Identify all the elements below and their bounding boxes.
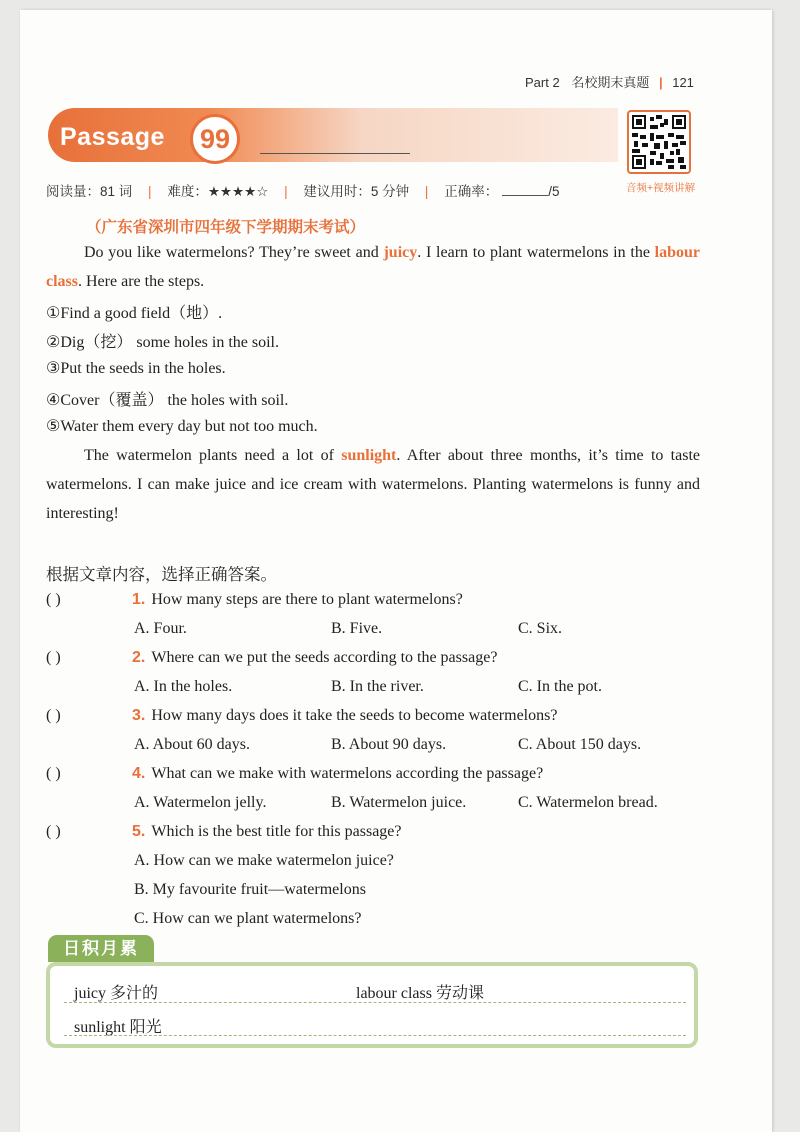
suggested-time: 建议用时：5 分钟 [303, 184, 410, 199]
question-instruction: 根据文章内容，选择正确答案。 [46, 565, 277, 584]
difficulty-stars-icon: ★★★★☆ [207, 184, 269, 199]
book-page [20, 10, 772, 1132]
option-b[interactable]: B. Five. [331, 620, 383, 637]
question-number: 3. [132, 707, 146, 724]
difficulty-label: 难度： [167, 184, 208, 199]
divider: | [284, 184, 288, 199]
option-c[interactable]: C. Watermelon bread. [518, 794, 658, 811]
text-run: . Here are the steps. [78, 273, 205, 290]
question-3 [46, 707, 557, 725]
answer-blank[interactable]: ( ) [46, 649, 61, 666]
option-c[interactable]: C. About 150 days. [518, 736, 642, 753]
answer-blank[interactable]: ( ) [46, 823, 61, 840]
question-number: 4. [132, 765, 146, 782]
qr-code-icon[interactable] [627, 110, 691, 174]
answer-blank[interactable]: ( ) [46, 707, 61, 724]
question-text: Where can we put the seeds according to the passage? [151, 649, 498, 666]
highlight-word: sunlight [341, 447, 397, 464]
question-text: How many steps are there to plant watermelons? [151, 591, 463, 608]
step-item: ②Dig（挖） some holes in the soil. [46, 334, 280, 351]
question-text: How many days does it take the seeds to become watermelons? [151, 707, 558, 724]
text-run: . After about three months, it’s time to taste watermelons. I can make juice and ice cream with watermelons. Planting watermelons is funny and interesting! [46, 447, 701, 522]
step-item: ③Put the seeds in the holes. [46, 360, 226, 377]
option-a[interactable]: A. About 60 days. [134, 736, 250, 753]
passage-source: （广东省深圳市四年级下学期期末考试） [86, 219, 366, 236]
passage-label: Passage [60, 123, 165, 151]
reading-volume: 阅读量：81 词 [46, 184, 133, 199]
text-run: Do you like watermelons? They’re sweet and [84, 244, 384, 261]
option-c[interactable]: C. In the pot. [518, 678, 602, 695]
highlight-word: juicy [383, 244, 418, 261]
question-5 [46, 823, 402, 841]
question-4 [46, 765, 543, 783]
vocab-item: juicy 多汁的 [74, 985, 158, 1002]
dashed-divider [64, 1002, 686, 1003]
step-item: ①Find a good field（地）. [46, 305, 223, 322]
option-b[interactable]: B. My favourite fruit—watermelons [134, 881, 366, 898]
page-number: 121 [672, 75, 694, 90]
divider: | [148, 184, 152, 199]
section-label: 名校期末真题 [571, 75, 650, 90]
passage-number: 99 [190, 114, 240, 164]
answer-blank[interactable]: ( ) [46, 591, 61, 608]
option-b[interactable]: B. In the river. [331, 678, 424, 695]
option-b[interactable]: B. About 90 days. [331, 736, 447, 753]
qr-caption: 音频+视频讲解 [626, 182, 696, 194]
question-number: 1. [132, 591, 146, 608]
highlight-word: labour class [46, 244, 701, 290]
divider: | [424, 184, 429, 199]
option-a[interactable]: A. In the holes. [134, 678, 233, 695]
vocab-item: labour class 劳动课 [356, 985, 484, 1002]
qr-code-graphic [632, 115, 686, 169]
running-head [525, 72, 694, 91]
option-a[interactable]: A. How can we make watermelon juice? [134, 852, 394, 869]
accuracy-label: 正确率： [444, 184, 499, 199]
accuracy-blank[interactable] [502, 195, 548, 196]
question-2 [46, 649, 497, 667]
step-item: ⑤Water them every day but not too much. [46, 418, 318, 435]
vocab-item: sunlight 阳光 [74, 1019, 162, 1036]
divider: | [658, 75, 663, 90]
question-1 [46, 591, 463, 609]
text-run: The watermelon plants need a lot of [84, 447, 342, 464]
question-text: What can we make with watermelons according the passage? [151, 765, 544, 782]
passage-paragraph-2 [46, 441, 700, 528]
option-a[interactable]: A. Four. [134, 620, 187, 637]
question-text: Which is the best title for this passage? [151, 823, 402, 840]
question-number: 2. [132, 649, 146, 666]
answer-blank[interactable]: ( ) [46, 765, 61, 782]
option-c[interactable]: C. How can we plant watermelons? [134, 910, 362, 927]
text-run: . I learn to plant watermelons in the [417, 244, 655, 261]
step-item: ④Cover（覆盖） the holes with soil. [46, 392, 289, 409]
option-a[interactable]: A. Watermelon jelly. [134, 794, 267, 811]
title-blank-line [260, 153, 410, 154]
question-number: 5. [132, 823, 146, 840]
dashed-divider [64, 1035, 686, 1036]
reading-meta [46, 180, 559, 200]
passage-paragraph-1 [46, 238, 700, 296]
accuracy-total: /5 [548, 184, 560, 199]
option-c[interactable]: C. Six. [518, 620, 563, 637]
part-label: Part 2 [525, 75, 560, 90]
vocab-box-title: 日积月累 [48, 935, 154, 962]
option-b[interactable]: B. Watermelon juice. [331, 794, 467, 811]
